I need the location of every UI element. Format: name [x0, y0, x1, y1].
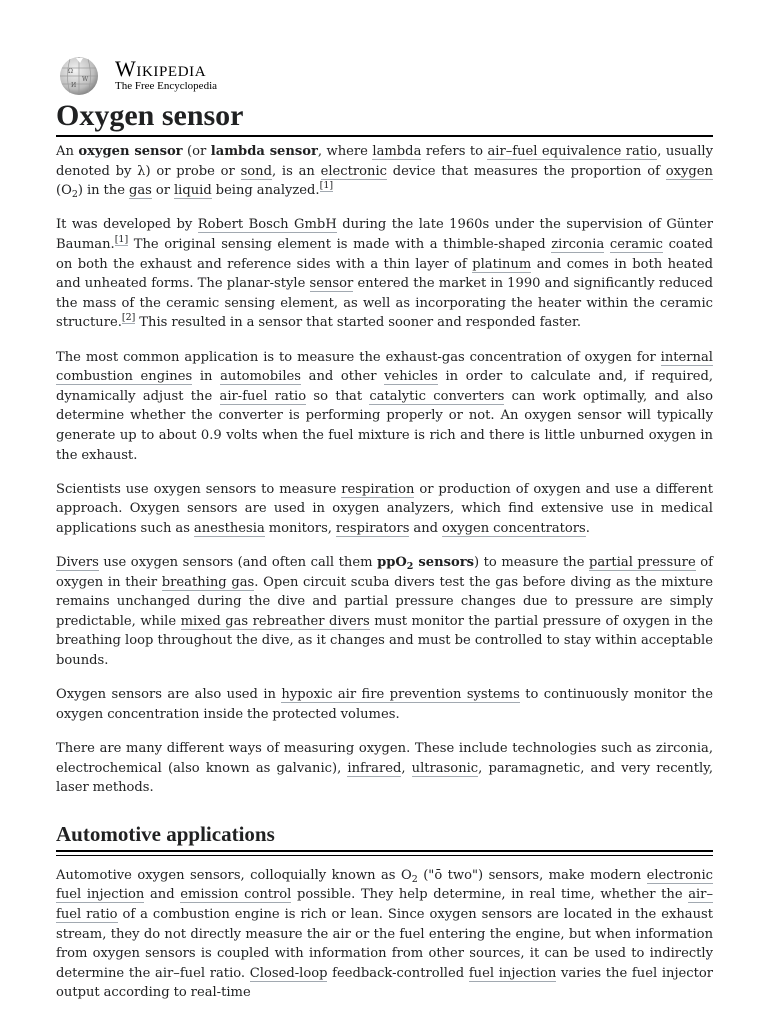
link-electronic[interactable]: electronic [320, 163, 387, 179]
bold-term: oxygen sensor [78, 144, 183, 159]
link-anesthesia[interactable]: anesthesia [193, 520, 265, 536]
bold-term: lambda sensor [210, 144, 318, 159]
link-ultrasonic[interactable]: ultrasonic [411, 760, 479, 776]
link-oxygen-concentrators[interactable]: oxygen concentrators [441, 520, 586, 536]
citation-ref[interactable]: [1] [319, 180, 334, 192]
link-zirconia[interactable]: zirconia [551, 236, 605, 252]
paragraph-fire-prevention: Oxygen sensors are also used in hypoxic air fire prevention systems to continuously monitor the oxygen concentration inside the protected volumes. [56, 687, 713, 722]
link-air-fuel-equivalence-ratio[interactable]: air–fuel equivalence ratio [487, 144, 658, 159]
link-partial-pressure[interactable]: partial pressure [588, 555, 696, 571]
paragraph-automotive: Automotive oxygen sensors, colloquially known as $O_2$ ("ō two") sensors, make modern electronic fuel injection and emission control possible. They help determine, in real time, whether the air–fuel ratio of a combustion engine is rich or lean. Since oxygen sensors are located in the exhaust stream, they do not directly measure the air or the fuel entering the engine, but when information from oxygen sensors is coupled with information from other sources, it can be used to indirectly determine the air–fuel ratio. Closed-loop feedback-controlled fuel injection varies the fuel injector output according to real-time [56, 867, 714, 1001]
section-heading-automotive: Automotive applications [56, 820, 713, 852]
paragraph-methods: There are many different ways of measuring oxygen. These include technologies such as zirconia, electrochemical (also known as galvanic), infrared, ultrasonic, paramagnetic, and very recently, laser methods. [56, 741, 714, 796]
citation-ref[interactable]: [1] [114, 233, 129, 245]
paragraph-intro: An oxygen sensor (or lambda sensor, where lambda refers to air–fuel equivalence ratio, usually denoted by λ) or probe or sond, is an electronic device that measures the proportion of oxygen $(O_2)$ in the gas or liquid being analyzed.[1] [56, 144, 713, 201]
link-platinum[interactable]: platinum [472, 256, 532, 272]
link-robert-bosch[interactable]: Robert Bosch GmbH [197, 217, 337, 233]
link-fuel-injection[interactable]: fuel injection [468, 965, 557, 981]
paragraph-history: It was developed by Robert Bosch GmbH during the late 1960s under the supervision of Günter Bauman.[1] The original sensing element is made with a thimble-shaped zirconia ceramic coated on both the exhaust and reference sides with a thin layer of platinum and comes in both heated and unheated forms. The planar-style sensor entered the market in 1990 and significantly reduced the mass of the ceramic sensing element, as well as incorporating the heater within the ceramic structure.[2] This resulted in a sensor that started sooner and responded faster. [56, 217, 713, 331]
page-title: Oxygen sensor [56, 98, 713, 137]
link-gas[interactable]: gas [128, 183, 152, 199]
link-respirators[interactable]: respirators [335, 520, 410, 536]
svg-text:W: W [82, 76, 89, 83]
link-sond[interactable]: sond [240, 163, 272, 179]
link-emission-control[interactable]: emission control [180, 887, 292, 903]
wikipedia-wordmark[interactable]: Wikipedia [115, 56, 207, 81]
wikipedia-globe-icon[interactable] [56, 54, 102, 96]
link-respiration[interactable]: respiration [341, 481, 415, 497]
link-hypoxic-air-fire-prevention[interactable]: hypoxic air fire prevention systems [281, 687, 520, 703]
bold-term: ppO$_2$ sensors [377, 555, 474, 573]
link-closed-loop[interactable]: Closed-loop [249, 965, 328, 981]
link-air-fuel-ratio[interactable]: air-fuel ratio [219, 388, 307, 404]
link-breathing-gas[interactable]: breathing gas [161, 574, 255, 590]
link-divers[interactable]: Divers [56, 555, 99, 571]
wikipedia-tagline: The Free Encyclopedia [115, 80, 218, 92]
paragraph-diving: Divers use oxygen sensors (and often call them ppO$_2$ sensors) to measure the partial pressure of oxygen in their breathing gas. Open circuit scuba divers test the gas before diving as the mixture remains unchanged during the dive and partial pressure changes due to pressure are simply predictable, while mixed gas rebreather divers must monitor the partial pressure of oxygen in the breathing loop throughout the dive, as it changes and must be controlled to stay within acceptable bounds. [56, 555, 713, 669]
link-liquid[interactable]: liquid [173, 183, 212, 199]
link-oxygen[interactable]: oxygen [665, 163, 713, 179]
link-internal-combustion-engines[interactable]: internal combustion engines [56, 349, 713, 385]
link-electronic-fuel-injection[interactable]: electronic fuel injection [56, 867, 713, 903]
paragraph-science: Scientists use oxygen sensors to measure respiration or production of oxygen and use a different approach. Oxygen sensors are used in oxygen analyzers, which find extensive use in medical applications such as anesthesia monitors, respirators and oxygen concentrators. [56, 481, 713, 536]
link-infrared[interactable]: infrared [347, 760, 402, 776]
link-sensor[interactable]: sensor [309, 276, 354, 292]
article-content [56, 98, 713, 1018]
link-air-fuel-ratio[interactable]: air–fuel ratio [56, 887, 713, 922]
citation-ref[interactable]: [2] [121, 312, 136, 324]
link-catalytic-converters[interactable]: catalytic converters [369, 388, 505, 404]
link-vehicles[interactable]: vehicles [384, 369, 438, 385]
paragraph-application: The most common application is to measure the exhaust-gas concentration of oxygen for internal combustion engines in automobiles and other vehicles in order to calculate and, if required, dynamically adjust the air-fuel ratio so that catalytic converters can work optimally, and also determine whether the converter is performing properly or not. An oxygen sensor will typically generate up to about 0.9 volts when the fuel mixture is rich and there is little unburned oxygen in the exhaust. [56, 349, 714, 463]
link-automobiles[interactable]: automobiles [220, 369, 302, 385]
link-ceramic[interactable]: ceramic [609, 236, 663, 252]
link-mixed-gas-rebreather-divers[interactable]: mixed gas rebreather divers [180, 613, 370, 629]
svg-text:И: И [71, 82, 77, 89]
svg-text:Ω: Ω [68, 68, 73, 75]
link-lambda[interactable]: lambda [372, 144, 422, 159]
